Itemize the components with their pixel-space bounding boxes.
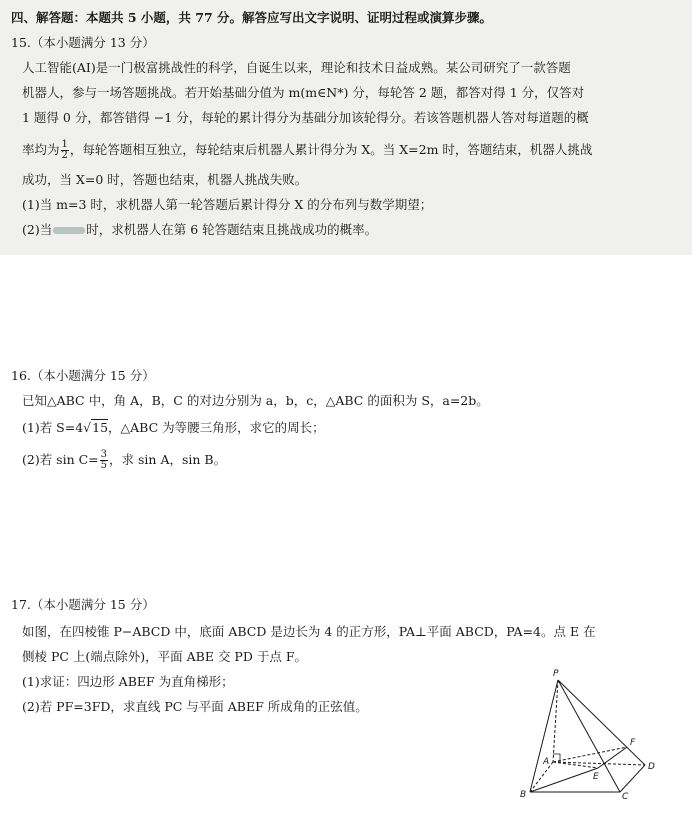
q17-text-line-2: 侧棱 PC 上(端点除外)，平面 ABE 交 PD 于点 F。 <box>22 649 307 664</box>
q16-sine-fraction <box>100 450 108 471</box>
q17-subquestion-2: (2)若 PF=3FD，求直线 PC 与平面 ABEF 所成角的正弦值。 <box>22 699 368 714</box>
q16-text-line-1: 已知△ABC 中，角 A，B，C 的对边分别为 a，b，c，△ABC 的面积为 S，a=2b。 <box>22 393 489 408</box>
fraction-numerator: 1 <box>61 139 68 150</box>
edge-pb <box>530 680 558 792</box>
q15-probability-fraction <box>61 140 69 161</box>
q15-text-line-1: 人工智能(AI)是一门极富挑战性的科学，自诞生以来，理论和技术日益成熟。某公司研究了一款答题 <box>22 60 571 75</box>
q15-subquestion-2 <box>22 222 377 238</box>
edge-ab <box>530 762 553 792</box>
edge-ef <box>598 747 627 768</box>
sqrt-sign: √ <box>83 420 92 435</box>
edge-pd <box>558 680 645 765</box>
q16-subquestion-2 <box>22 450 226 471</box>
label-b: B <box>520 790 527 800</box>
edge-pa <box>553 680 558 762</box>
edge-ad <box>553 762 645 765</box>
q16-subquestion-1 <box>22 420 325 436</box>
edge-be <box>530 768 598 792</box>
q17-title: 17.（本小题满分 15 分） <box>11 597 155 612</box>
q16-title: 16.（本小题满分 15 分） <box>11 368 155 383</box>
label-p: P <box>553 669 559 679</box>
q15-title: 15.（本小题满分 13 分） <box>11 35 155 50</box>
q17-subquestion-1: (1)求证：四边形 ABEF 为直角梯形； <box>22 674 234 689</box>
label-c: C <box>622 792 629 802</box>
q15-text-line-4 <box>22 140 592 161</box>
q16-sub1-prefix: (1)若 S=4 <box>22 420 84 435</box>
sqrt-radicand: 15 <box>92 420 109 435</box>
q17-text-line-1: 如图，在四棱锥 P−ABCD 中，底面 ABCD 是边长为 4 的正方形，PA⊥平面 ABCD，PA=4。点 E 在 <box>22 624 596 639</box>
q16-sub1-suffix: ，△ABC 为等腰三角形，求它的周长； <box>108 420 325 435</box>
label-e: E <box>593 772 599 782</box>
q15-subquestion-1: (1)当 m=3 时，求机器人第一轮答题后累计得分 X 的分布列与数学期望； <box>22 197 433 212</box>
q16-sub2-prefix: (2)若 sin C= <box>22 452 99 467</box>
label-a: A <box>543 757 550 767</box>
q15-sub2-suffix: 时，求机器人在第 6 轮答题结束且挑战成功的概率。 <box>86 222 378 237</box>
edge-ae <box>553 762 598 768</box>
label-f: F <box>630 738 636 748</box>
edge-af <box>553 747 627 762</box>
label-d: D <box>648 762 655 772</box>
q15-line-4-prefix: 率均为 <box>22 142 60 157</box>
fraction-denominator: 2 <box>61 150 68 161</box>
fraction-numerator: 3 <box>100 449 108 460</box>
q15-text-line-3: 1 题得 0 分，都答错得 −1 分，每轮的累计得分为基础分加该轮得分。若该答题机器人答对每道题的概 <box>22 110 589 125</box>
right-angle-mark <box>553 754 560 762</box>
edge-pc <box>558 680 620 792</box>
q16-sub2-suffix: ，求 sin A，sin B。 <box>109 452 227 467</box>
q15-line-4-suffix: ，每轮答题相互独立，每轮结束后机器人累计得分为 X。当 X=2m 时，答题结束，机器人挑战 <box>69 142 593 157</box>
fraction-denominator: 5 <box>100 460 108 471</box>
q15-text-line-5: 成功，当 X=0 时，答题也结束，机器人挑战失败。 <box>22 172 308 187</box>
smudged-text-mark <box>53 227 85 234</box>
q15-text-line-2: 机器人，参与一场答题挑战。若开始基础分值为 m(m∈N*) 分，每轮答 2 题，都答对得 1 分，仅答对 <box>22 85 585 100</box>
q15-sub2-prefix: (2)当 <box>22 222 53 237</box>
edge-cd <box>620 765 645 792</box>
section-header: 四、解答题：本题共 5 小题，共 77 分。解答应写出文字说明、证明过程或演算步骤。 <box>11 10 493 25</box>
